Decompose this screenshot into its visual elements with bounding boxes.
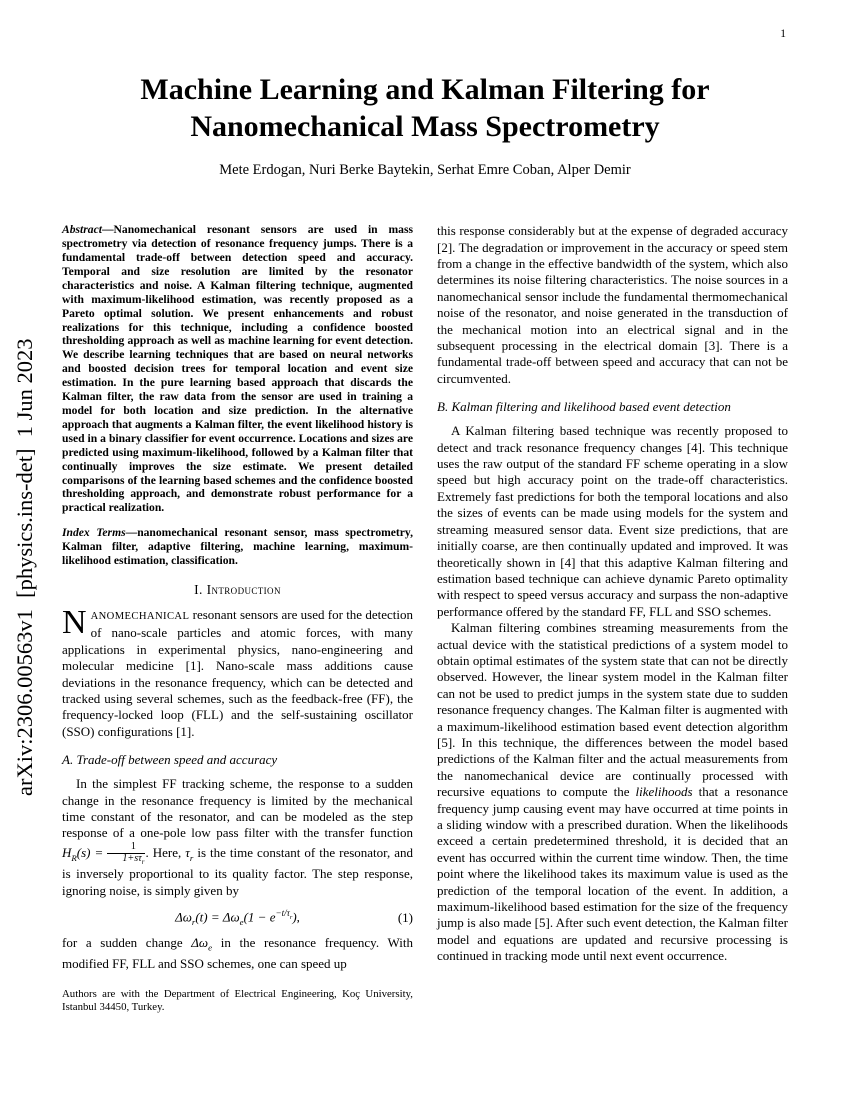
eq-sub-r: r bbox=[191, 916, 196, 927]
paragraph-after-equation bbox=[62, 935, 413, 972]
intro-paragraph bbox=[62, 603, 413, 740]
index-terms-lead: Index Terms bbox=[62, 526, 126, 540]
abstract-lead: Abstract bbox=[62, 223, 102, 237]
section-heading-introduction: I. Introduction bbox=[194, 581, 281, 597]
fraction-numerator: 1 bbox=[130, 840, 136, 852]
b2-likelihoods-italic: likelihoods bbox=[635, 784, 693, 800]
fraction-denominator-sub: r bbox=[141, 858, 145, 866]
tradeoff-text-1: In the simplest FF tracking scheme, the response to a sudden change in the resonance frequency is limited by the mechanical time constant of the resonator, and can be modeled as the step response of a one-pole low pass filter with the transfer function bbox=[62, 776, 413, 841]
tradeoff-text-2: . Here, bbox=[145, 845, 186, 860]
paper-title-line2: Nanomechanical Mass Spectrometry bbox=[190, 109, 660, 143]
left-column bbox=[62, 223, 413, 1014]
math-H-sub: R bbox=[71, 852, 77, 863]
subsection-heading-a: A. Trade-off between speed and accuracy bbox=[62, 752, 278, 768]
after-eq-text-2: in the resonance frequency. With modified FF, FLL and SSO schemes, one can speed up bbox=[62, 934, 413, 971]
eq-exponent-text: −t/τ bbox=[275, 908, 290, 919]
page-number: 1 bbox=[780, 28, 786, 40]
authors-line: Mete Erdogan, Nuri Berke Baytekin, Serhat Emre Coban, Alper Demir bbox=[219, 162, 631, 179]
equation-1-number: (1) bbox=[397, 910, 413, 926]
paragraph-b1: A Kalman filtering based technique was recently proposed to detect and track resonance frequency changes [4]. This technique uses the raw output of the standard FF scheme operating in a slow speed but high accuracy point on the trade-off characteristics. Extremely fast predictions for both the temporal locations and also the sizes of events can be made using models for the system and streaming measured sensor data. Event size predictions, that are initially coarse, are then continually updated and improved. It was theoretically shown in [4] that this adaptive Kalman filtering and estimation based technique can achieve dynamic Pareto optimality with respect to speed versus accuracy and surpass the non-adaptive performance offered by the standard FF, FLL and SSO schemes. bbox=[437, 423, 788, 619]
eq-exponent bbox=[275, 908, 293, 921]
paper-title bbox=[62, 72, 788, 145]
subsection-heading-b: B. Kalman filtering and likelihood based event detection bbox=[437, 399, 731, 415]
footnote-authors: Authors are with the Department of Electrical Engineering, Koç University, Istanbul 34450, Turkey. bbox=[62, 988, 413, 1014]
eq-close: ), bbox=[292, 909, 300, 925]
intro-smallcaps-word: ANOMECHANICAL bbox=[90, 610, 190, 622]
equation-1 bbox=[62, 908, 413, 927]
index-terms-text: —nanomechanical resonant sensor, mass spectrometry, Kalman filter, adaptive filtering, machine learning, maximum-likelihood estimation, classification. bbox=[62, 526, 413, 568]
eq-sub-e: e bbox=[239, 916, 244, 927]
after-eq-text-1: for a sudden change bbox=[62, 934, 192, 950]
equation-1-body bbox=[62, 908, 413, 927]
eq-mid: (t) = Δω bbox=[195, 909, 240, 925]
abstract bbox=[62, 223, 413, 515]
eq-exponent-sub: r bbox=[289, 913, 293, 921]
math-tau: τ bbox=[185, 845, 190, 860]
inline-fraction bbox=[107, 842, 145, 866]
paragraph-tradeoff bbox=[62, 776, 413, 899]
arxiv-banner: arXiv:2306.00563v1 [physics.ins-det] 1 Jun 2023 bbox=[12, 338, 37, 796]
paper-title-line1: Machine Learning and Kalman Filtering for bbox=[140, 73, 710, 106]
tradeoff-text-3: is the time constant of the resonator, and is inversely proportional to its quality factor. The step response, ignoring noise, is simply given by bbox=[62, 845, 413, 898]
math-tau-sub: r bbox=[189, 852, 194, 863]
math-H: H bbox=[62, 845, 72, 860]
b2-text-1: Kalman filtering combines streaming measurements from the actual device with the statistical predictions of a system model to obtain optimal estimates of the system state that can not be directly observed. However, the linear system model in the Kalman filter can not be used to predict jumps in the system state due to sudden resonance frequency changes. The Kalman filter is augmented with a maximum-likelihood estimation based event detection algorithm [5]. In this technique, the differences between the model based predictions of the Kalman filter and the actual measurements from the nanomechanical device are continually processed with recursive equations to compute the bbox=[437, 620, 788, 800]
index-terms bbox=[62, 526, 413, 568]
paper-content bbox=[62, 0, 788, 1014]
right-column bbox=[437, 223, 788, 1014]
paragraph-a-continuation: this response considerably but at the expense of degraded accuracy [2]. The degradation or improvement in the accuracy or speed stem from a change in the effective bandwidth of the system, which also determines its noise filtering characteristics. The noise sources in a nanomechanical sensor include the fundamental thermomechanical noise of the resonator, and noise generated in the transduction of the mechanical motion into an electrical signal and in the subsequent processing in the electrical domain [3]. There is a fundamental trade-off between speed and accuracy that can not be circumvented. bbox=[437, 223, 788, 386]
fraction-denominator bbox=[107, 853, 145, 866]
eq-delta-omega-r: Δω bbox=[175, 909, 192, 925]
b2-text-2: that a resonance frequency jump causing event may have occurred at time points in a sliding window with a prescribed duration. When the likelihoods exceed a certain predetermined threshold, it is decided that an event has occurred within the current time window. Then, the time point where the likelihood takes its maximum value is used as the prediction of the temporal location of the event. In addition, a maximum-likelihood based estimation for the size of the frequency jump is also made [5]. After such event detection, the Kalman filter model and equations are updated and recursive processing is continued in tracking mode until next event occurrence. bbox=[437, 784, 788, 964]
paragraph-b2 bbox=[437, 620, 788, 965]
fraction-denominator-text: 1+sτ bbox=[122, 852, 142, 864]
dropcap-n: N bbox=[62, 603, 87, 641]
abstract-text: —Nanomechanical resonant sensors are used in mass spectrometry via detection of resonance frequency jumps. There is a fundamental trade-off between detection speed and accuracy. Temporal and size resolution are limited by the resonator characteristics and noise. A Kalman filtering technique, augmented with maximum-likelihood estimation, was recently proposed as a Pareto optimal solution. We present enhancements and robust realizations for this technique, including a confidence boosted thresholding approach as well as machine learning for event detection. We describe learning techniques that are based on neural networks and boosted decision trees for temporal location and event size estimation. In the pure learning based approach that discards the Kalman filter, the raw data from the sensor are used in training a model for both location and size prediction. In the alternative approach that augments a Kalman filter, the event likelihood history is used in a binary classifier for event occurrence. Locations and sizes are predicted using maximum-likelihood, followed by a Kalman filter that continually improves the size estimate. We present detailed comparisons of the learning based schemes and the confidence boosted thresholding approach, and demonstrate robust performance for a practical realization. bbox=[62, 223, 413, 515]
eq-open: (1 − e bbox=[243, 909, 276, 925]
two-column-body bbox=[62, 223, 788, 1014]
math-delta-omega-e-sub: e bbox=[208, 942, 213, 953]
math-delta-omega-e: Δω bbox=[191, 934, 209, 950]
intro-paragraph-text: resonant sensors are used for the detection of nano-scale particles and atomic forces, with many applications in experimental physics, nano-engineering and molecular medicine [1]. Nano-scale mass additions cause deviations in the resonance frequency, which can be detected and tracked using several schemes, such as the feedback-free (FF), the frequency-locked loop (FLL) and the self-sustaining oscillator (SSO) configurations [1]. bbox=[62, 606, 413, 739]
math-Hs-equals: (s) = bbox=[76, 845, 108, 860]
